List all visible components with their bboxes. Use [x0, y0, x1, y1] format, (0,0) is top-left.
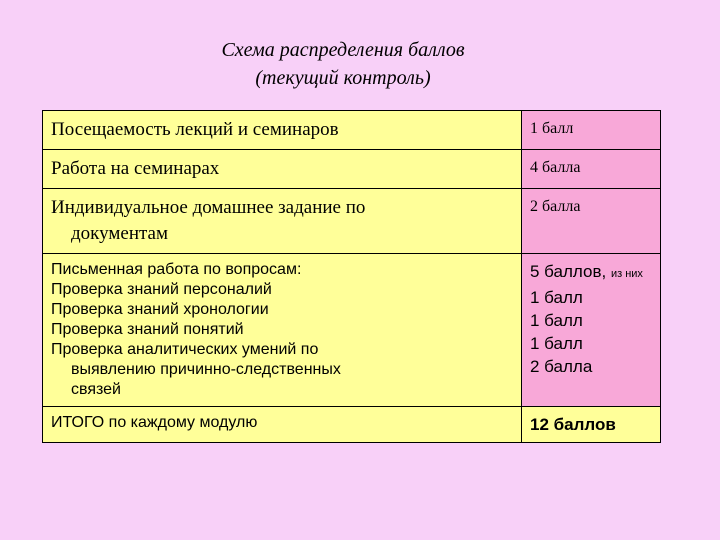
written-heading: Письменная работа по вопросам:: [51, 261, 302, 278]
written-points-2: 1 балл: [530, 311, 583, 330]
title-line-1: Схема распределения баллов: [221, 39, 465, 61]
written-total-line: [530, 260, 652, 286]
row-homework-points: 2 балла: [522, 189, 661, 254]
page-title: [0, 36, 686, 92]
table-row: [43, 150, 661, 189]
row-total-points: 12 баллов: [522, 407, 661, 443]
row-total-label: ИТОГО по каждому модулю: [43, 407, 522, 443]
written-points-3: 1 балл: [530, 334, 583, 353]
table-row: [43, 189, 661, 254]
homework-line-2: документам: [71, 223, 168, 244]
written-total-points: 5 баллов,: [530, 262, 607, 281]
row-seminar-label: Работа на семинарах: [43, 150, 522, 189]
title-line-2: (текущий контроль): [255, 67, 431, 89]
row-written-label: [43, 254, 522, 407]
row-written-points: [522, 254, 661, 407]
written-item-analytics: Проверка аналитических умений по: [51, 341, 319, 358]
written-item-analytics-cont2: связей: [71, 381, 121, 398]
written-total-note: из них: [610, 268, 643, 280]
written-points-4: 2 балла: [530, 357, 593, 376]
written-item-concepts: Проверка знаний понятий: [51, 321, 244, 338]
row-homework-label: [43, 189, 522, 254]
written-item-personalities: Проверка знаний персоналий: [51, 281, 272, 298]
table-row: [43, 254, 661, 407]
table-row: [43, 111, 661, 150]
written-item-analytics-cont1: выявлению причинно-следственных: [71, 361, 341, 378]
written-points-1: 1 балл: [530, 288, 583, 307]
row-attendance-points: 1 балл: [522, 111, 661, 150]
row-seminar-points: 4 балла: [522, 150, 661, 189]
written-item-chronology: Проверка знаний хронологии: [51, 301, 269, 318]
table-row: [43, 407, 661, 443]
points-table: [42, 110, 661, 443]
homework-line-1: Индивидуальное домашнее задание по: [51, 197, 366, 218]
row-attendance-label: Посещаемость лекций и семинаров: [43, 111, 522, 150]
